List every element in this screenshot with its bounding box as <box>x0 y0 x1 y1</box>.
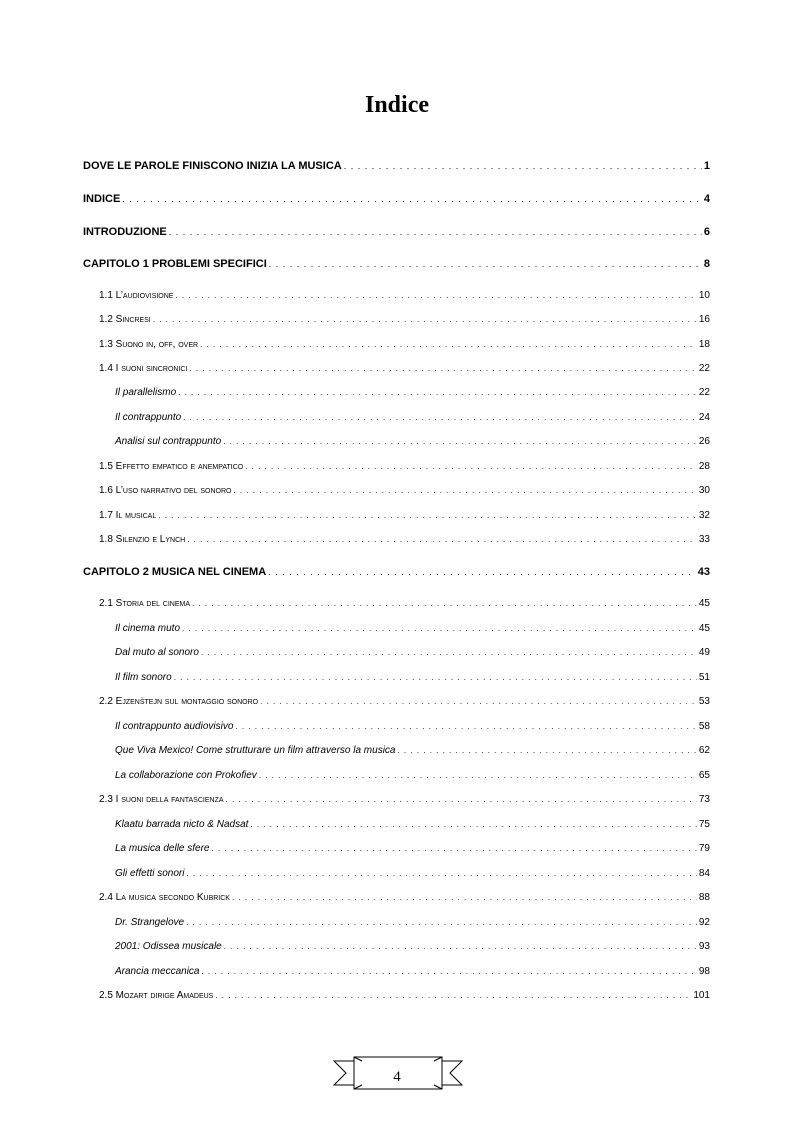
toc-entry-page: 53 <box>698 696 710 707</box>
toc-leader-dots <box>186 869 696 878</box>
toc-entry[interactable] <box>115 941 710 952</box>
toc-entry[interactable] <box>83 566 710 578</box>
toc-entry[interactable] <box>115 843 710 854</box>
toc-entry-page: 43 <box>697 566 710 578</box>
toc-leader-dots <box>158 511 697 520</box>
toc-entry[interactable] <box>83 193 710 205</box>
toc-entry-title: Il cinema muto <box>115 623 181 634</box>
toc-entry-page: 49 <box>698 647 710 658</box>
toc-leader-dots <box>187 535 697 544</box>
toc-entry[interactable] <box>115 819 710 830</box>
toc-entry[interactable] <box>115 387 710 398</box>
toc-entry-title: CAPITOLO 2 MUSICA NEL CINEMA <box>83 566 267 578</box>
toc-entry[interactable] <box>115 721 710 732</box>
toc-entry[interactable] <box>99 598 710 609</box>
toc-entry-title: 2.3 I suoni della fantascienza <box>99 794 224 805</box>
toc-entry[interactable] <box>115 917 710 928</box>
toc-entry-page: 51 <box>698 672 710 683</box>
toc-entry-page: 18 <box>698 339 710 350</box>
toc-entry-page: 75 <box>698 819 710 830</box>
toc-leader-dots <box>169 227 702 237</box>
toc-entry-title: INTRODUZIONE <box>83 226 167 238</box>
toc-leader-dots <box>182 624 697 633</box>
toc-entry-title: 2.4 La musica secondo Kubrick <box>99 892 230 903</box>
toc-entry-page: 93 <box>698 941 710 952</box>
toc-entry-title: CAPITOLO 1 PROBLEMI SPECIFICI <box>83 258 267 270</box>
toc-entry-title: La collaborazione con Prokofiev <box>115 770 257 781</box>
toc-entry-page: 24 <box>698 412 710 423</box>
toc-entry-page: 45 <box>698 623 710 634</box>
toc-leader-dots <box>245 462 697 471</box>
toc-leader-dots <box>200 340 697 349</box>
toc-entry[interactable] <box>83 160 710 172</box>
toc-entry[interactable] <box>115 672 710 683</box>
toc-entry[interactable] <box>99 290 710 301</box>
toc-entry-title: 1.2 Sincresi <box>99 314 151 325</box>
toc-entry-title: Il contrappunto <box>115 412 182 423</box>
toc-entry-title: INDICE <box>83 193 121 205</box>
page-number: 4 <box>393 1069 401 1085</box>
toc-entry[interactable] <box>99 339 710 350</box>
toc-entry-title: 1.1 L’audiovisione <box>99 290 174 301</box>
toc-entry[interactable] <box>99 990 710 1001</box>
toc-entry-title: DOVE LE PAROLE FINISCONO INIZIA LA MUSICA <box>83 160 342 172</box>
toc-entry-page: 8 <box>703 258 710 270</box>
toc-entry-title: Analisi sul contrappunto <box>115 436 222 447</box>
toc-entry[interactable] <box>115 868 710 879</box>
toc-entry-title: 1.8 Silenzio e Lynch <box>99 534 186 545</box>
toc-entry[interactable] <box>99 461 710 472</box>
toc-leader-dots <box>201 967 696 976</box>
toc-entry-title: 1.7 Il musical <box>99 510 157 521</box>
toc-entry[interactable] <box>115 745 710 756</box>
toc-entry-title: 1.4 I suoni sincronici <box>99 363 188 374</box>
toc-leader-dots <box>235 722 696 731</box>
toc-entry-title: Il parallelismo <box>115 387 177 398</box>
toc-entry[interactable] <box>115 770 710 781</box>
toc-entry-page: 33 <box>698 534 710 545</box>
toc-entry[interactable] <box>99 534 710 545</box>
toc-leader-dots <box>223 437 697 446</box>
toc-leader-dots <box>259 771 697 780</box>
toc-leader-dots <box>122 194 702 204</box>
toc-entry-page: 88 <box>698 892 710 903</box>
toc-leader-dots <box>174 673 697 682</box>
toc-entry-page: 4 <box>703 193 710 205</box>
toc-entry[interactable] <box>115 436 710 447</box>
toc-entry-title: Il contrappunto audiovisivo <box>115 721 234 732</box>
toc-leader-dots <box>201 648 697 657</box>
toc-entry-page: 73 <box>698 794 710 805</box>
toc-entry-page: 62 <box>698 745 710 756</box>
toc-entry[interactable] <box>115 647 710 658</box>
toc-leader-dots <box>175 291 696 300</box>
toc-entry-title: Dr. Strangelove <box>115 917 185 928</box>
toc-entry-page: 10 <box>698 290 710 301</box>
toc-entry-page: 16 <box>698 314 710 325</box>
toc-entry-page: 22 <box>698 387 710 398</box>
toc-leader-dots <box>226 795 697 804</box>
toc-entry[interactable] <box>99 485 710 496</box>
toc-leader-dots <box>269 259 702 269</box>
toc-entry[interactable] <box>83 258 710 270</box>
toc-entry-page: 79 <box>698 843 710 854</box>
toc-entry[interactable] <box>99 892 710 903</box>
toc-leader-dots <box>192 599 697 608</box>
toc-leader-dots <box>250 820 696 829</box>
toc-entry[interactable] <box>99 794 710 805</box>
toc-entry[interactable] <box>83 226 710 238</box>
toc-entry-title: Klaatu barrada nicto & Nadsat <box>115 819 249 830</box>
toc-entry-page: 45 <box>698 598 710 609</box>
toc-entry-title: La musica delle sfere <box>115 843 210 854</box>
toc-entry[interactable] <box>99 314 710 325</box>
toc-entry-title: 2.1 Storia del cinema <box>99 598 191 609</box>
toc-leader-dots <box>344 161 702 171</box>
toc-entry-page: 58 <box>698 721 710 732</box>
toc-entry[interactable] <box>99 696 710 707</box>
toc-entry-title: Dal muto al sonoro <box>115 647 199 658</box>
toc-entry[interactable] <box>115 623 710 634</box>
toc-entry-title: 2.5 Mozart dirige Amadeus <box>99 990 214 1001</box>
toc-leader-dots <box>215 991 691 1000</box>
toc-entry-page: 98 <box>698 966 710 977</box>
toc-entry-page: 101 <box>693 990 710 1001</box>
toc-leader-dots <box>232 893 697 902</box>
toc-entry-page: 6 <box>703 226 710 238</box>
toc-entry-title: 1.3 Suono in, off, over <box>99 339 199 350</box>
toc-entry-page: 28 <box>698 461 710 472</box>
toc-entry-title: Que Viva Mexico! Come strutturare un film attraverso la musica <box>115 745 396 756</box>
toc-leader-dots <box>178 388 697 397</box>
toc-entry-page: 1 <box>703 160 710 172</box>
toc-entry-page: 22 <box>698 363 710 374</box>
toc-leader-dots <box>189 364 696 373</box>
toc-entry-page: 92 <box>698 917 710 928</box>
toc-entry-title: 2.2 Ejzenštejn sul montaggio sonoro <box>99 696 259 707</box>
toc-entry[interactable] <box>99 510 710 521</box>
page-title: Indice <box>364 92 429 118</box>
toc-leader-dots <box>183 413 697 422</box>
toc-leader-dots <box>233 486 696 495</box>
toc-leader-dots <box>186 918 697 927</box>
toc-leader-dots <box>268 567 696 577</box>
toc-entry-title: 1.5 Effetto empatico e anempatico <box>99 461 244 472</box>
toc-entry[interactable] <box>115 966 710 977</box>
toc-entry-title: Arancia meccanica <box>115 966 200 977</box>
toc-entry-page: 32 <box>698 510 710 521</box>
toc-leader-dots <box>212 844 697 853</box>
toc-entry-title: Gli effetti sonori <box>115 868 185 879</box>
toc-leader-dots <box>260 697 697 706</box>
toc-entry-page: 26 <box>698 436 710 447</box>
toc-leader-dots <box>224 942 697 951</box>
toc-entry-page: 65 <box>698 770 710 781</box>
toc-leader-dots <box>397 746 696 755</box>
toc-leader-dots <box>153 315 697 324</box>
toc-entry-title: 1.6 L’uso narrativo del sonoro <box>99 485 232 496</box>
toc-entry-title: 2001: Odissea musicale <box>115 941 222 952</box>
toc-entry[interactable] <box>99 363 710 374</box>
toc-entry-title: Il film sonoro <box>115 672 172 683</box>
toc-entry-page: 84 <box>698 868 710 879</box>
toc-entry[interactable] <box>115 412 710 423</box>
toc-entry-page: 30 <box>698 485 710 496</box>
